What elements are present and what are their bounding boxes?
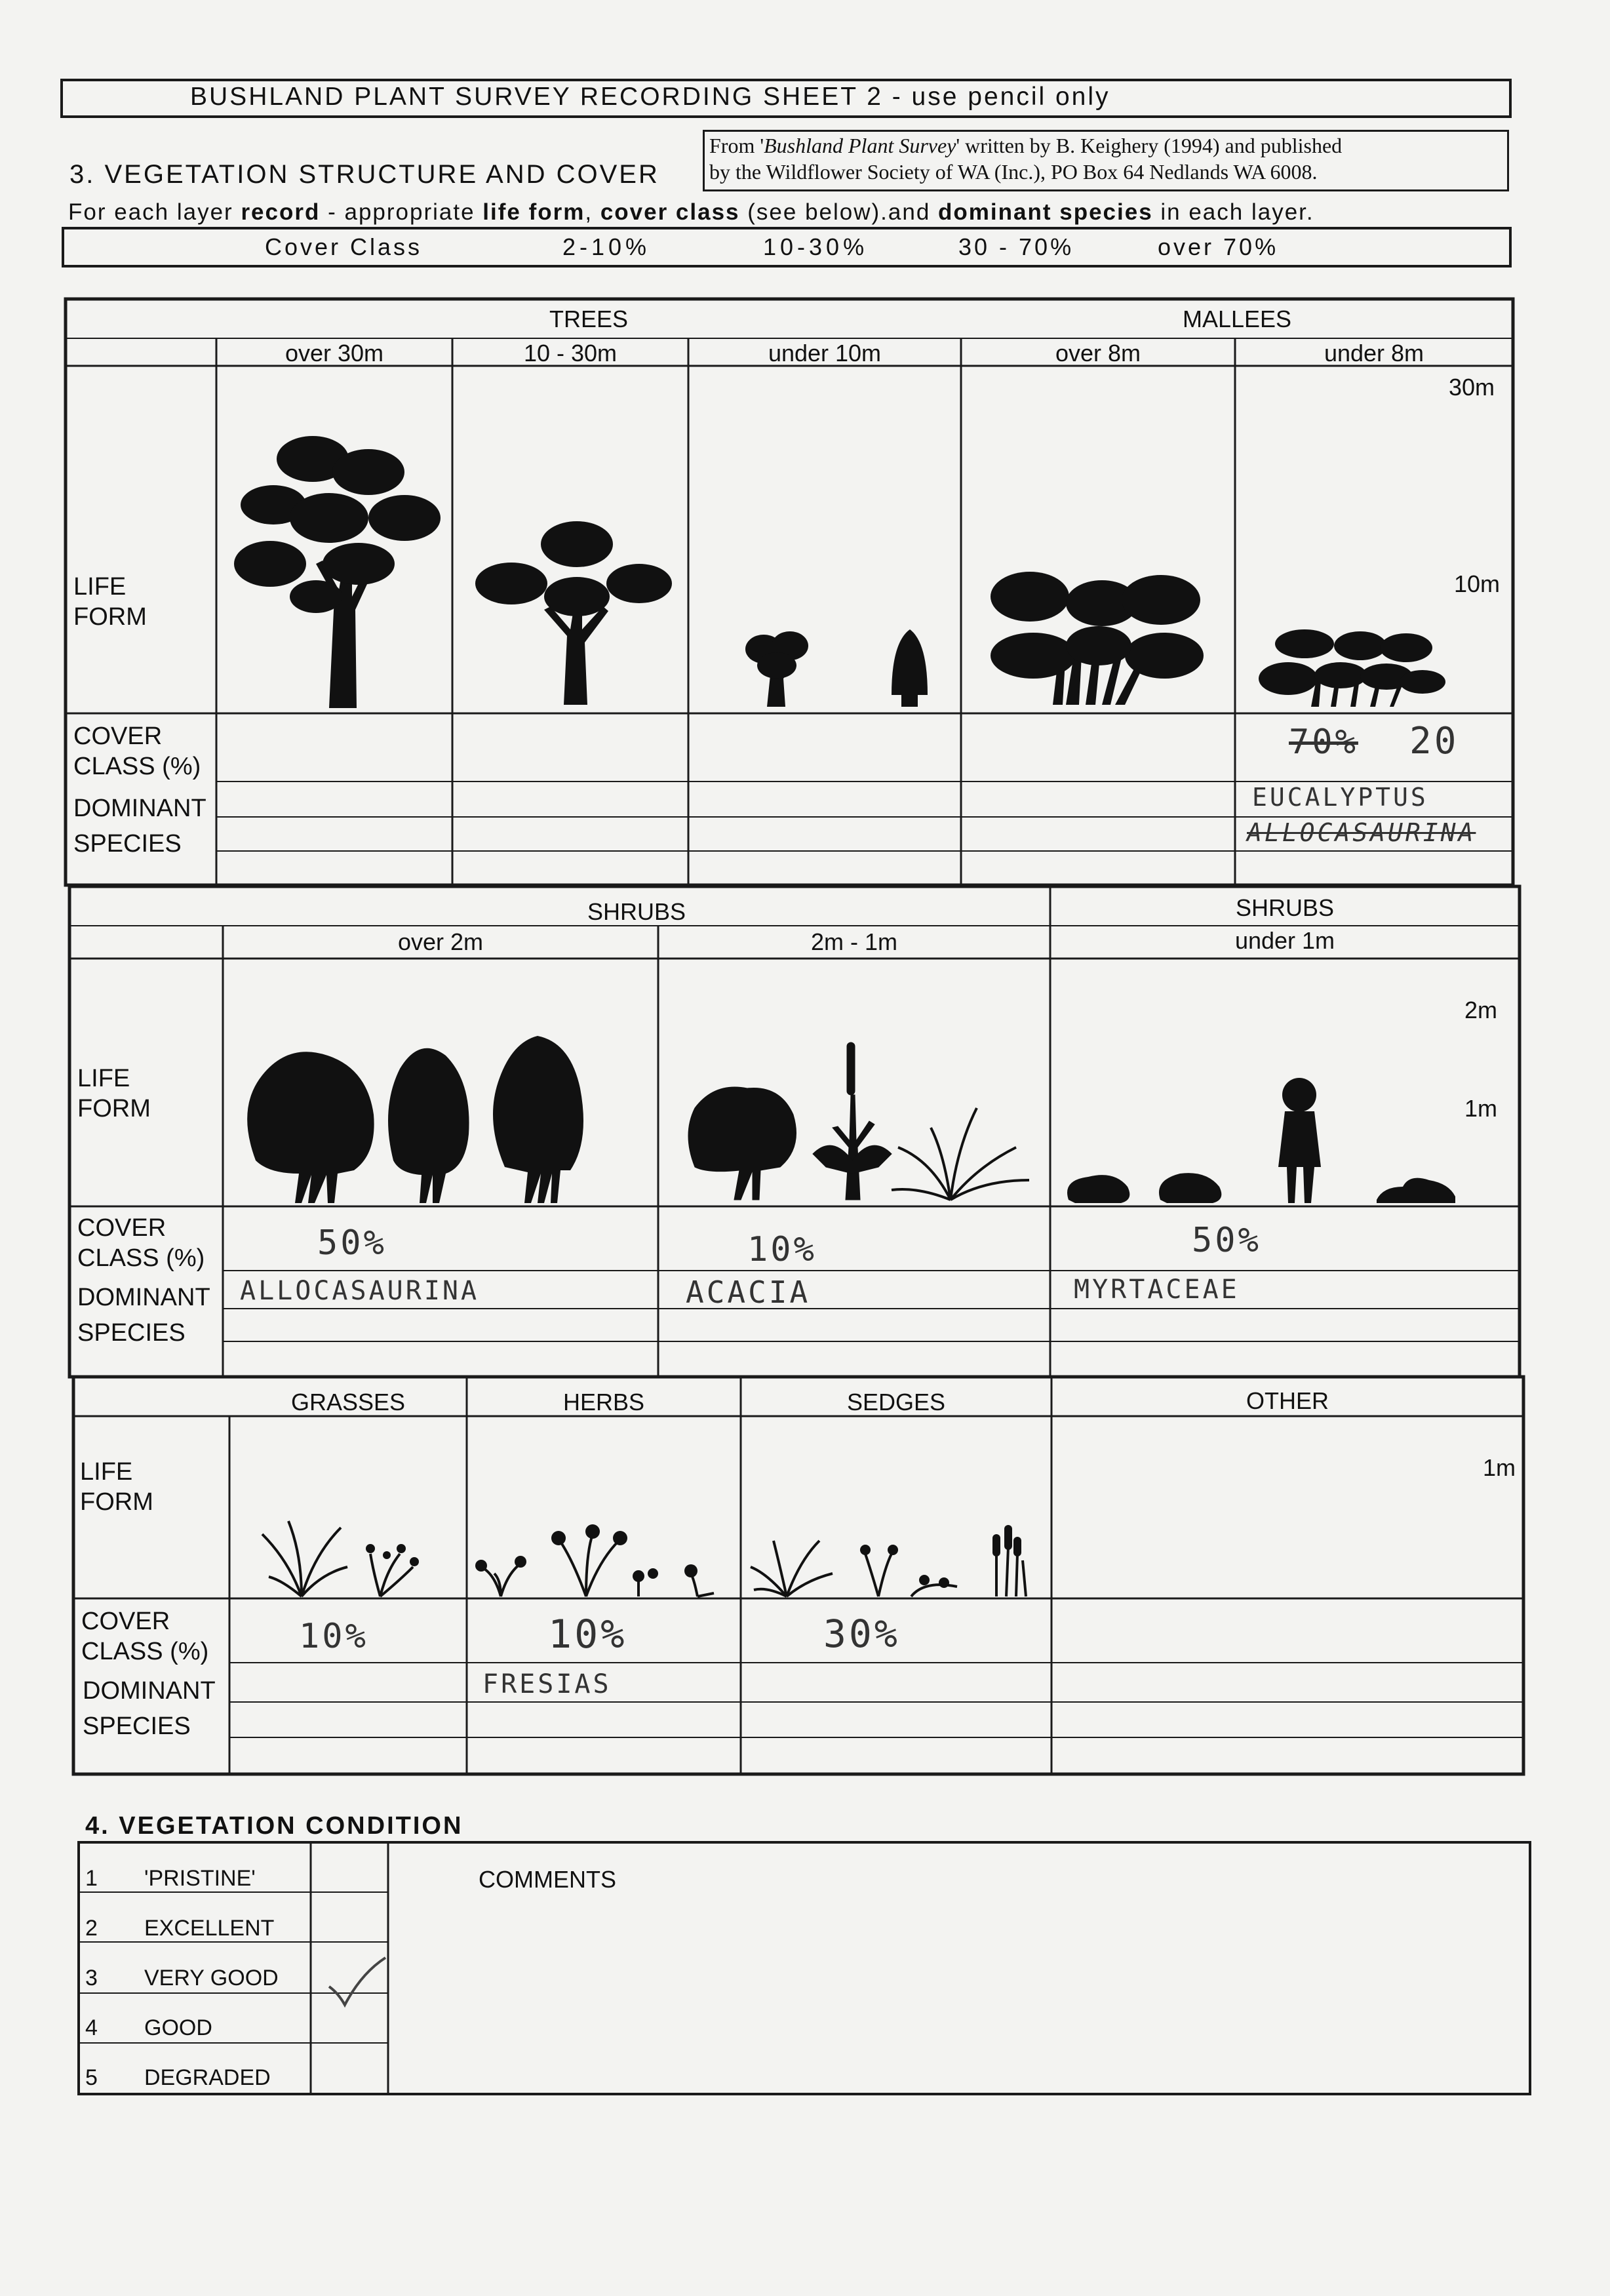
ground-cover-class-label: COVER CLASS (%) [81,1608,209,1665]
cover-class-4: over 70% [1158,233,1279,260]
trees-dominant-species-label: DOMINANT SPECIES [73,795,206,858]
shrubs-right-heading: SHRUBS [1235,894,1335,921]
mallee-under8-cover-struck: 70% [1289,722,1358,762]
mallee-under8-species-2: ALLOCASAURINA [1247,818,1476,847]
source-line-2: by the Wildflower Society of WA (Inc.), PO Box 64 Nedlands WA 6008. [709,160,1318,184]
col-shrubs-2m-1m: 2m - 1m [810,928,897,955]
shrubs-life-form-label: LIFE FORM [77,1065,151,1122]
trees-heading: TREES [549,306,629,332]
condition-row-4: 4 GOOD [85,2015,212,2040]
herbs-cover: 10% [548,1612,627,1657]
shrubs-over-2m-species: ALLOCASAURINA [240,1276,480,1306]
shrubs-2m-1m-cover: 10% [747,1230,817,1269]
sheet-title: BUSHLAND PLANT SURVEY RECORDING SHEET 2 - use pencil only [190,83,1110,111]
cover-class-2: 10-30% [763,233,869,260]
tree-10-30m-icon [472,518,675,708]
col-other: OTHER [1246,1387,1329,1414]
height-1m-ground: 1m [1483,1454,1516,1481]
col-grasses: GRASSES [290,1389,406,1415]
col-shrubs-over-2m: over 2m [397,928,484,955]
cover-class-3: 30 - 70% [958,233,1074,260]
condition-row-5: 5 DEGRADED [85,2065,271,2090]
condition-row-2: 2 EXCELLENT [85,1916,275,1941]
col-herbs: HERBS [562,1389,645,1415]
mallee-over-8m-icon [987,570,1210,708]
mallee-under-8m-icon [1259,629,1449,708]
condition-row-1: 1 'PRISTINE' [85,1866,256,1891]
height-1m: 1m [1464,1095,1498,1122]
col-sedges: SEDGES [846,1389,946,1415]
height-2m: 2m [1464,997,1498,1023]
shrubs-under-1m-icon [1062,1069,1508,1206]
ground-life-form-label: LIFE FORM [80,1458,153,1516]
trees-life-form-label: LIFE FORM [73,573,147,631]
source-line-1: From 'Bushland Plant Survey' written by B. Keighery (1994) and published [709,134,1343,157]
shrubs-under-1m-cover: 50% [1192,1221,1261,1260]
height-10m: 10m [1454,570,1501,597]
shrubs-over-2m-icon [236,1029,629,1206]
shrubs-2m-1m-species: ACACIA [686,1275,811,1310]
col-mallees-under-8m: under 8m [1324,340,1424,366]
col-mallees-over-8m: over 8m [1055,340,1141,366]
cover-class-label: Cover Class [265,233,423,260]
sedges-cover: 30% [823,1612,900,1656]
shrubs-under-1m-species: MYRTACEAE [1074,1275,1240,1305]
shrubs-dominant-species-label: DOMINANT SPECIES [77,1284,210,1347]
herbs-icon [475,1508,737,1600]
height-30m: 30m [1449,374,1495,401]
grasses-icon [249,1508,446,1600]
tree-under-10m-icon [734,623,944,708]
cover-class-1: 2-10% [562,233,651,260]
mallee-under8-species-1: EUCALYPTUS [1252,783,1428,812]
instruction-line: For each layer record - appropriate life form, cover class (see below).and dominant species in each layer. [68,199,1314,225]
condition-title: 4. VEGETATION CONDITION [85,1812,463,1840]
condition-checkmark-icon [325,1954,391,2013]
mallees-heading: MALLEES [1182,306,1292,332]
trees-cover-class-label: COVER CLASS (%) [73,722,201,780]
shrubs-cover-class-label: COVER CLASS (%) [77,1214,205,1272]
comments-label: COMMENTS [479,1866,616,1893]
mallee-under8-cover: 20 [1409,720,1459,762]
tree-over-30m-icon [231,433,447,715]
herbs-species: FRESIAS [482,1669,612,1699]
ground-dominant-species-label: DOMINANT SPECIES [83,1677,216,1740]
shrubs-left-heading: SHRUBS [587,898,686,925]
condition-row-3: 3 VERY GOOD [85,1966,279,1990]
col-shrubs-under-1m: under 1m [1234,927,1335,954]
section3-title: 3. VEGETATION STRUCTURE AND COVER [69,160,659,189]
shrubs-over-2m-cover: 50% [317,1223,387,1263]
col-trees-under-10m: under 10m [768,340,882,366]
sedges-icon [747,1501,1049,1600]
col-trees-10-30m: 10 - 30m [523,340,618,366]
grasses-cover: 10% [299,1617,368,1656]
col-trees-over-30m: over 30m [285,340,384,366]
shrubs-2m-1m-icon [682,1036,1049,1206]
